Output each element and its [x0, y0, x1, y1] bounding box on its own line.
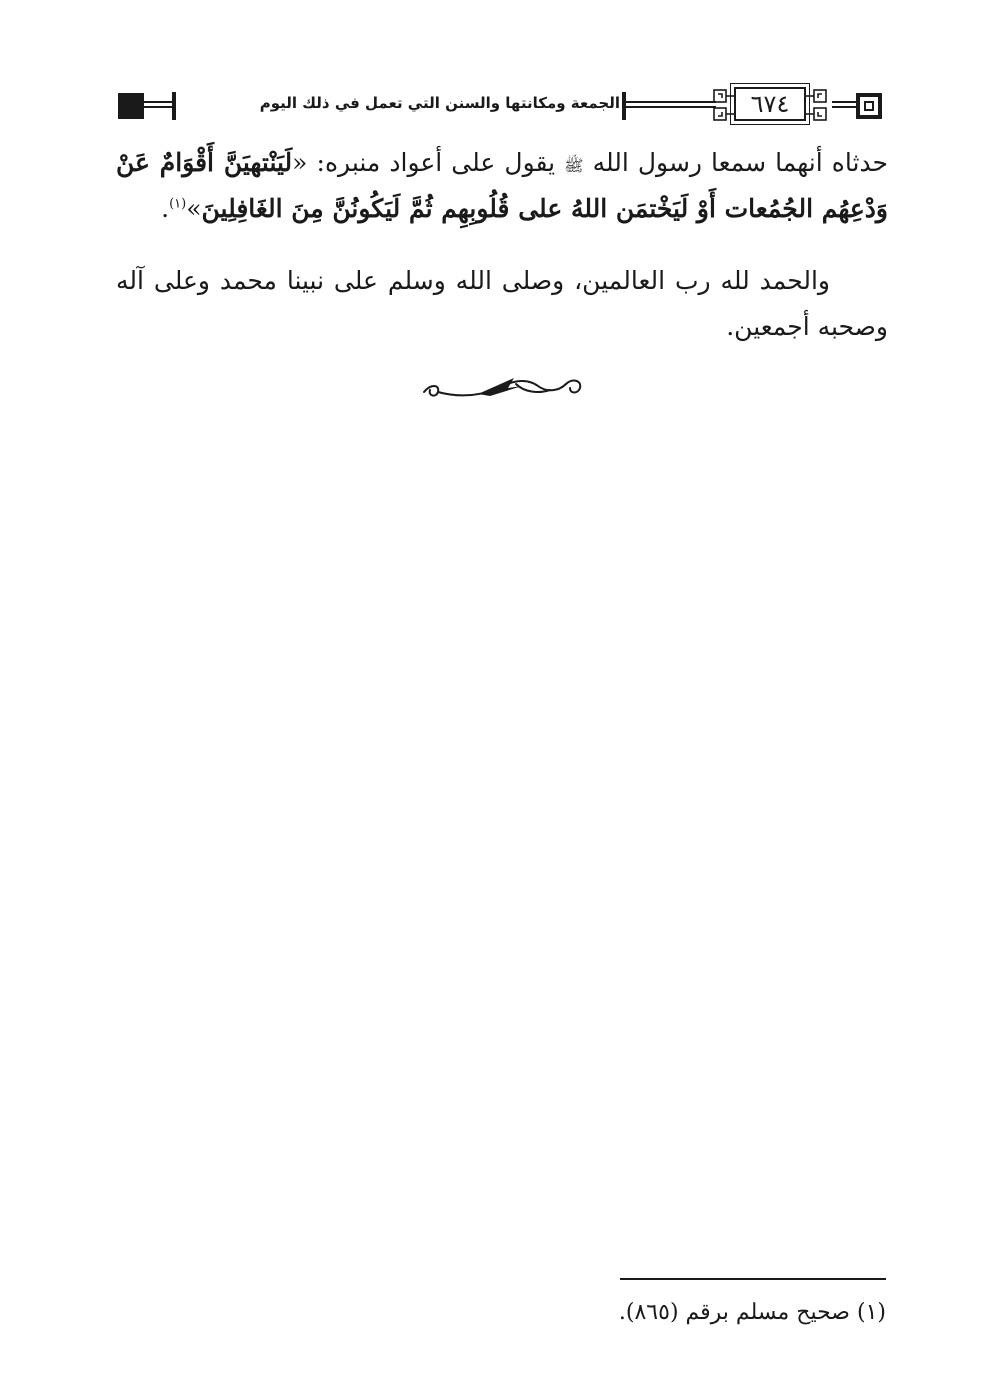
- header-right-rule: [832, 101, 856, 108]
- header-right-square: [856, 93, 882, 119]
- footnote-text: صحيح مسلم برقم (٨٦٥).: [618, 1300, 850, 1325]
- header-left-block: [118, 93, 144, 119]
- footnote-1: [420, 1296, 886, 1330]
- paragraph-closing: والحمد لله رب العالمين، وصلى الله وسلم على نبينا محمد وعلى آله وصحبه أجمعين.: [116, 266, 888, 341]
- hadith-quote: لَيَنْتهيَنَّ أَقْوَامٌ عَنْ وَدْعِهُم الجُمُعات أَوْ لَيَخْتمَن اللهُ على قُلُوبِهِم ثُمَّ لَيَكُونُنَّ مِنَ الغَافِلِينَ: [116, 148, 888, 223]
- hadith-lead: يقول على أعواد منبره: «: [292, 148, 565, 177]
- chapter-title: الجمعة ومكانتها والسنن التي تعمل في ذلك اليوم: [259, 94, 620, 112]
- footnote-separator: [620, 1278, 886, 1280]
- page-number-frame: [708, 84, 832, 126]
- hadith-intro: حدثاه أنهما سمعا رسول الله: [592, 148, 888, 177]
- sentence-end: .: [161, 194, 170, 223]
- page-number: ٦٧٤: [734, 87, 806, 121]
- end-ornament-icon: [420, 372, 586, 402]
- header-left-rule: [144, 101, 172, 108]
- salutation-glyph: ﷺ: [564, 156, 584, 175]
- footnote-reference[interactable]: (١): [169, 196, 187, 212]
- header-mid-rule: [626, 101, 716, 108]
- footnote-marker: (١): [856, 1300, 886, 1325]
- paragraph-hadith: [116, 140, 888, 232]
- header-left-tick: [172, 92, 176, 120]
- running-header: [116, 84, 888, 126]
- quote-close: »: [186, 194, 202, 223]
